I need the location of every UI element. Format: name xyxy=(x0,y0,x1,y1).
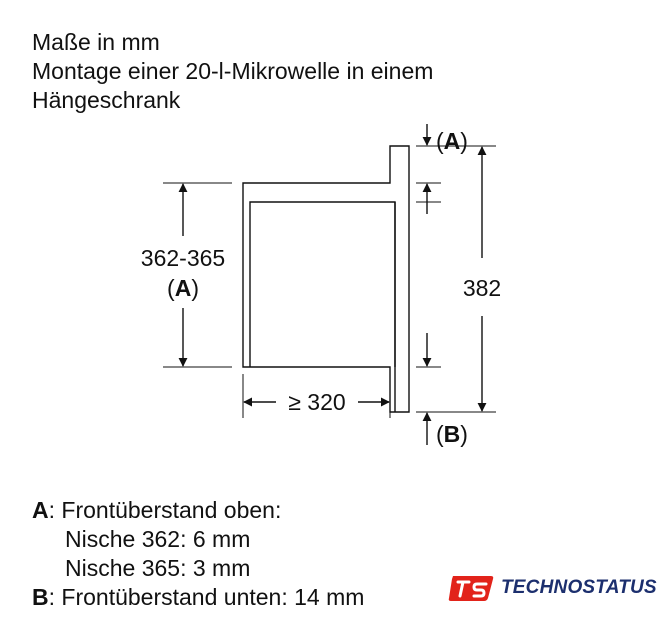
bottom-offset-label: (B) xyxy=(436,421,468,447)
niche-outline xyxy=(250,202,395,367)
depth-value: ≥ 320 xyxy=(288,389,346,415)
title-line-1: Maße in mm xyxy=(32,29,160,55)
legend-a-key: A xyxy=(32,497,49,523)
legend-a-row xyxy=(32,496,364,525)
technostatus-logo-mark xyxy=(449,573,495,603)
legend-b-text: : Frontüberstand unten: 14 mm xyxy=(48,584,365,610)
legend xyxy=(32,496,364,612)
cabinet-outline xyxy=(243,146,409,412)
legend-b-key: B xyxy=(32,584,49,610)
top-offset-label: (A) xyxy=(436,128,468,154)
extension-lines xyxy=(163,146,496,418)
technostatus-logo xyxy=(449,572,657,604)
legend-a-line-3: Nische 365: 3 mm xyxy=(65,555,251,581)
legend-b-row xyxy=(32,583,364,612)
legend-a-line-2: Nische 362: 6 mm xyxy=(65,526,251,552)
logo-text: TECHNOSTATUS xyxy=(501,577,657,598)
right-height-value: 382 xyxy=(462,275,502,301)
left-height-value: 362-365 xyxy=(140,245,226,271)
legend-a-text: : Frontüberstand oben: xyxy=(48,497,282,523)
title-line-2: Montage einer 20-l-Mikrowelle in einem xyxy=(32,58,434,84)
title-line-3: Hängeschrank xyxy=(32,87,181,113)
left-height-note: (A) xyxy=(167,275,199,301)
